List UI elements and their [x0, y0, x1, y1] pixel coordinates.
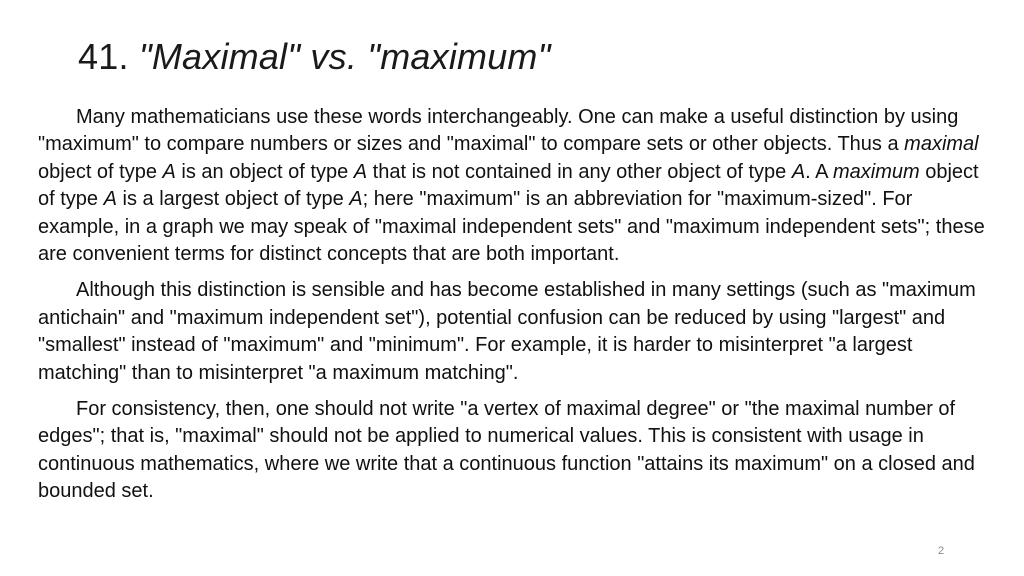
text-run: For consistency, then, one should not write "a vertex of maximal degree" or "the maximal number of edges"; that is, "maximal" should not be applied to numerical values. This is consistent with usage in continuous mathematics, where we write that a continuous function "attains its maximum" on a closed and bounded set.	[38, 398, 975, 503]
paragraph-3	[38, 396, 988, 506]
slide-title-number: 41.	[78, 36, 129, 77]
slide-title-text: "Maximal" vs. "maximum"	[138, 36, 551, 77]
italic-term: A	[353, 160, 368, 183]
text-run: . A	[805, 160, 833, 183]
slide-body	[38, 104, 988, 506]
text-run: that is not contained in any other object of type	[367, 160, 792, 183]
italic-term: A	[162, 160, 176, 183]
text-run: object of type	[38, 160, 979, 211]
paragraph-1	[38, 104, 988, 268]
slide-title	[78, 36, 551, 78]
italic-term: maximum	[832, 160, 920, 183]
text-run: object of type	[38, 160, 163, 183]
italic-term: A	[791, 160, 806, 183]
italic-term: A	[103, 188, 117, 211]
text-run: is a largest object of type	[116, 188, 350, 211]
text-run: ; here "maximum" is an abbreviation for "maximum-sized". For example, in a graph we may speak of "maximal independent sets" and "maximum independent sets"; these are convenient terms for distinct concepts that are both important.	[38, 188, 985, 266]
text-run: Many mathematicians use these words interchangeably. One can make a useful distinction by using "maximum" to compare numbers or sizes and "maximal" to compare sets or other objects. Thus a	[38, 106, 959, 156]
italic-term: A	[349, 188, 363, 211]
paragraph-2	[38, 277, 988, 387]
text-run: Although this distinction is sensible and has become established in many settings (such as "maximum antichain" and "maximum independent set"), potential confusion can be reduced by using "largest" and "smallest" instead of "maximum" and "minimum". For example, it is harder to misinterpret "a largest matching" than to misinterpret "a maximum matching".	[38, 279, 976, 384]
page-number: 2	[938, 545, 945, 557]
italic-term: maximal	[904, 133, 979, 156]
text-run: is an object of type	[175, 160, 354, 183]
